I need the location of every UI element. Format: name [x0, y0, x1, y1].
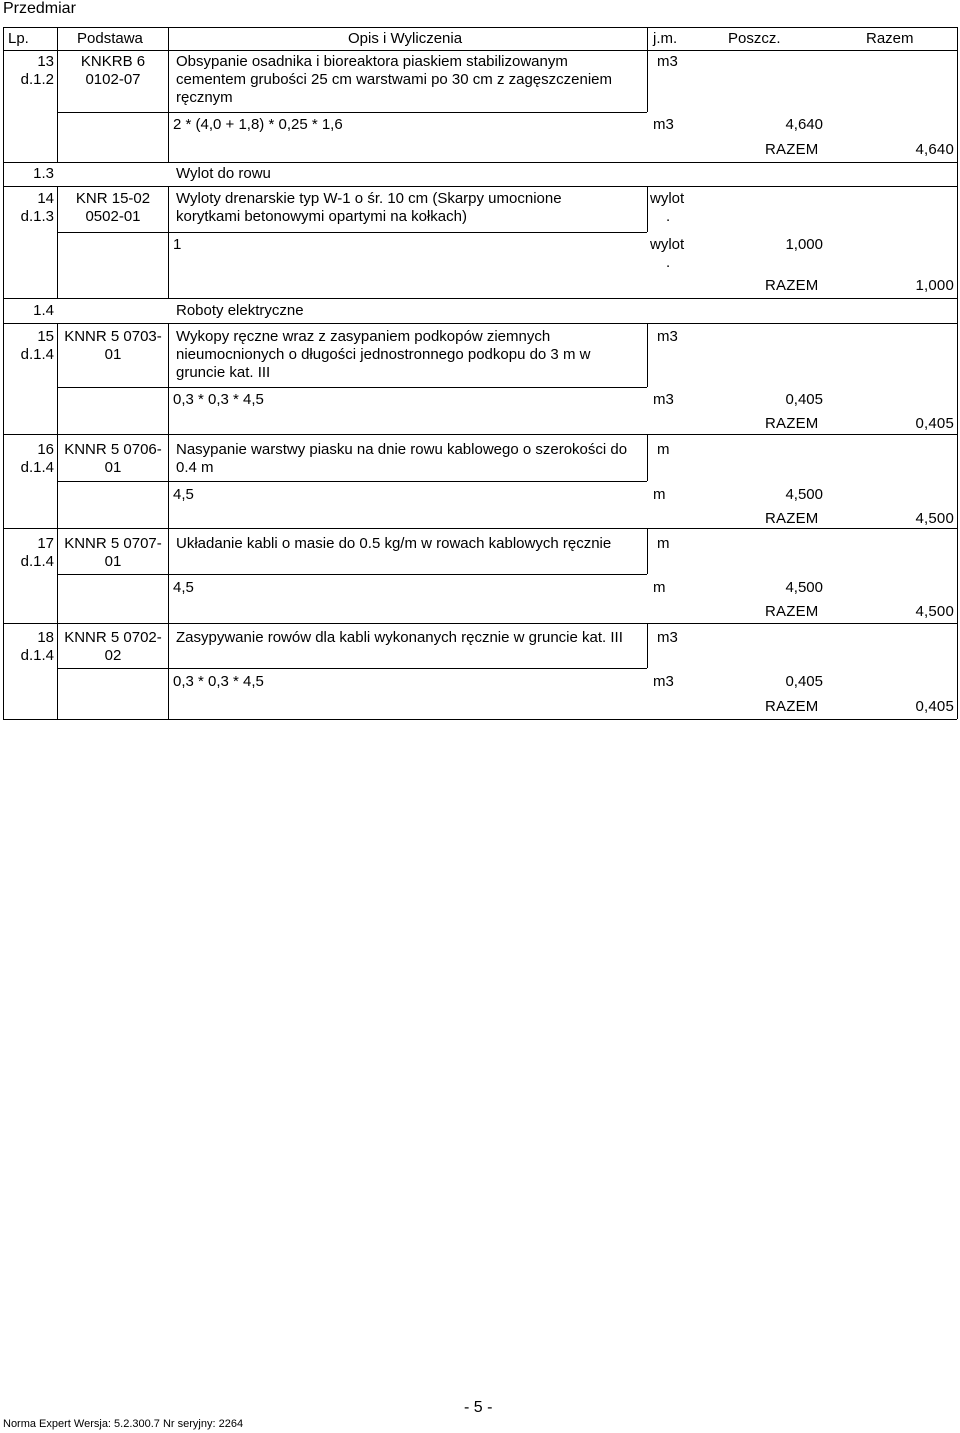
item-lp: 15: [37, 328, 54, 345]
item-calc-unit: m3: [653, 673, 674, 690]
item-partial-value: 4,500: [785, 579, 823, 596]
item-partial-value: 4,640: [785, 116, 823, 133]
item-unit: m: [657, 535, 670, 552]
item-description: Zasypywanie rowów dla kabli wykonanych ręcznie w gruncie kat. III: [176, 629, 623, 646]
item-lp: 18: [37, 629, 54, 646]
header-podstawa: Podstawa: [77, 30, 143, 47]
item-description: Wyloty drenarskie typ W-1 o śr. 10 cm (Skarpy umocnione korytkami betonowymi opartymi na kołkach): [176, 190, 562, 225]
item-description: Obsypanie osadnika i bioreaktora piaskiem stabilizowanym cementem grubości 25 cm warstwami po 30 cm z zagęszczeniem ręcznym: [176, 53, 612, 106]
item-podstawa-code: 01: [104, 346, 122, 363]
item-lp-sub: d.1.4: [20, 346, 54, 363]
item-total-label: RAZEM: [765, 141, 819, 158]
item-total-value: 0,405: [915, 698, 954, 715]
item-lp-sub: d.1.3: [20, 208, 54, 225]
footer-software-info: Norma Expert Wersja: 5.2.300.7 Nr seryjny: 2264: [3, 1418, 244, 1430]
item-total-value: 4,640: [915, 141, 954, 158]
item-partial-value: 1,000: [785, 236, 823, 253]
document-title: Przedmiar: [3, 0, 76, 17]
item-podstawa: KNNR 5 0706-: [64, 441, 162, 458]
item-unit: m3: [657, 53, 678, 70]
item-podstawa: KNR 15-02: [75, 190, 151, 207]
item-lp-sub: d.1.4: [20, 459, 54, 476]
item-lp: 17: [37, 535, 54, 552]
item-total-label: RAZEM: [765, 603, 819, 620]
item-lp: 16: [37, 441, 54, 458]
item-calc-unit-dot: .: [666, 254, 671, 271]
item-total-label: RAZEM: [765, 277, 819, 294]
item-calculation: 4,5: [173, 486, 194, 503]
item-podstawa-code: 01: [104, 553, 122, 570]
item-total-value: 1,000: [915, 277, 954, 294]
item-podstawa: KNKRB 6: [80, 53, 146, 70]
item-total-label: RAZEM: [765, 415, 819, 432]
item-podstawa: KNNR 5 0702-: [64, 629, 162, 646]
item-unit: m3: [657, 629, 678, 646]
item-unit: wylot: [650, 190, 685, 207]
item-podstawa: KNNR 5 0707-: [64, 535, 162, 552]
item-calc-unit: m3: [653, 391, 674, 408]
item-description: Wykopy ręczne wraz z zasypaniem podkopów ziemnych nieumocnionych o długości jednostronnego podkopu do 3 m w gruncie kat. III: [176, 328, 591, 381]
item-total-label: RAZEM: [765, 510, 819, 527]
item-lp-sub: d.1.2: [20, 71, 54, 88]
item-calc-unit: m3: [653, 116, 674, 133]
header-opis: Opis i Wyliczenia: [348, 30, 463, 47]
header-jm: j.m.: [653, 30, 678, 47]
item-calc-unit: m: [653, 579, 666, 596]
item-lp: 13: [37, 53, 54, 70]
item-lp-sub: d.1.4: [20, 553, 54, 570]
item-calc-unit: m: [653, 486, 666, 503]
item-unit-dot: .: [666, 208, 671, 225]
item-calc-unit: wylot: [650, 236, 685, 253]
item-calculation: 0,3 * 0,3 * 4,5: [173, 673, 264, 690]
item-podstawa-code: 01: [104, 459, 122, 476]
header-razem: Razem: [866, 30, 914, 47]
item-podstawa-code: 0502-01: [85, 208, 141, 225]
item-calculation: 4,5: [173, 579, 194, 596]
item-description: Nasypanie warstwy piasku na dnie rowu kablowego o szerokości do 0.4 m: [176, 441, 628, 476]
item-podstawa-code: 0102-07: [85, 71, 141, 88]
item-unit: m3: [657, 328, 678, 345]
item-lp: 14: [37, 190, 54, 207]
item-partial-value: 0,405: [785, 391, 823, 408]
item-total-label: RAZEM: [765, 698, 819, 715]
header-lp: Lp.: [8, 30, 29, 47]
item-description: Układanie kabli o masie do 0.5 kg/m w rowach kablowych ręcznie: [176, 535, 612, 552]
header-poszcz: Poszcz.: [728, 30, 781, 47]
item-podstawa-code: 02: [104, 647, 122, 664]
item-calculation: 1: [173, 236, 182, 253]
item-unit: m: [657, 441, 670, 458]
item-calculation: 2 * (4,0 + 1,8) * 0,25 * 1,6: [173, 116, 343, 133]
item-lp-sub: d.1.4: [20, 647, 54, 664]
item-podstawa: KNNR 5 0703-: [64, 328, 162, 345]
section-number: 1.3: [33, 165, 54, 182]
section-number: 1.4: [33, 302, 54, 319]
section-title: Wylot do rowu: [176, 165, 271, 182]
page-number: - 5 -: [464, 1399, 493, 1416]
section-title: Roboty elektryczne: [176, 302, 304, 319]
item-total-value: 4,500: [915, 510, 954, 527]
item-total-value: 0,405: [915, 415, 954, 432]
item-calculation: 0,3 * 0,3 * 4,5: [173, 391, 264, 408]
item-total-value: 4,500: [915, 603, 954, 620]
item-partial-value: 0,405: [785, 673, 823, 690]
item-partial-value: 4,500: [785, 486, 823, 503]
